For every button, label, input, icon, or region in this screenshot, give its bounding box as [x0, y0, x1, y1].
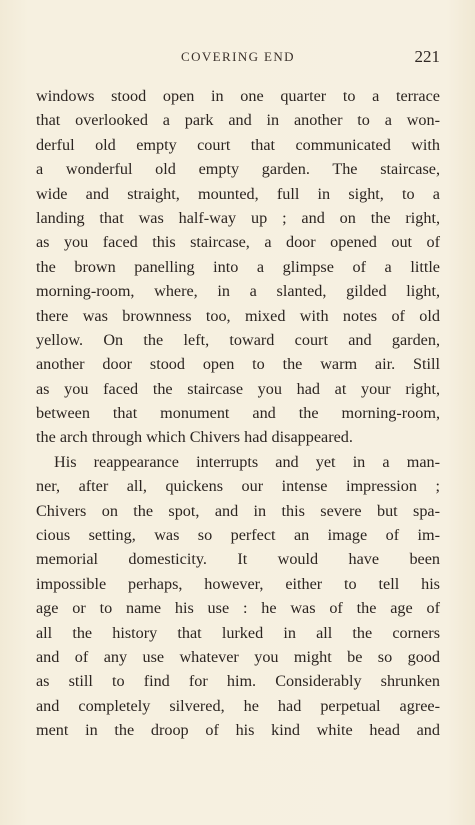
text-line: morning-room, where, in a slanted, gilded light, — [36, 282, 440, 301]
text-line: all the history that lurked in all the corners — [36, 623, 440, 642]
text-line: cious setting, was so perfect an image of im- — [36, 526, 440, 545]
text-line: a wonderful old empty garden. The staircase, — [36, 160, 440, 179]
text-line: as still to find for him. Considerably shrunken — [36, 672, 440, 691]
text-line: there was brownness too, mixed with notes of old — [36, 306, 440, 325]
text-line: ment in the droop of his kind white head and — [36, 721, 440, 740]
text-line: memorial domesticity. It would have been — [36, 550, 440, 569]
page-number: 221 — [414, 47, 440, 66]
running-head — [36, 47, 440, 67]
text-line: windows stood open in one quarter to a terrace — [36, 87, 440, 105]
text-line: as you faced the staircase you had at your right, — [36, 379, 440, 398]
text-line: that overlooked a park and in another to a won- — [36, 111, 440, 130]
text-line: the arch through which Chivers had disappeared. — [36, 428, 353, 447]
text-line: age or to name his use : he was of the age of — [36, 599, 440, 618]
text-line: between that monument and the morning-room, — [36, 404, 440, 423]
text-line: and completely silvered, he had perpetual agree- — [36, 696, 440, 715]
text-line: yellow. On the left, toward court and garden, — [36, 330, 440, 349]
text-line: the brown panelling into a glimpse of a little — [36, 257, 440, 276]
text-line: and of any use whatever you might be so good — [36, 647, 440, 666]
text-line: landing that was half-way up ; and on the right, — [36, 208, 440, 227]
running-title: COVERING END — [181, 49, 295, 64]
text-line: ner, after all, quickens our intense impression ; — [36, 477, 440, 496]
text-line: Chivers on the spot, and in this severe but spa- — [36, 501, 440, 520]
body-text — [36, 84, 440, 743]
text-line: as you faced this staircase, a door opened out of — [36, 233, 440, 252]
text-line: wide and straight, mounted, full in sight, to a — [36, 184, 440, 203]
text-line: derful old empty court that communicated with — [36, 135, 440, 154]
text-line: another door stood open to the warm air. Still — [36, 355, 440, 374]
paragraph-start-line: His reappearance interrupts and yet in a man- — [54, 452, 440, 471]
text-line: impossible perhaps, however, either to tell his — [36, 574, 440, 593]
